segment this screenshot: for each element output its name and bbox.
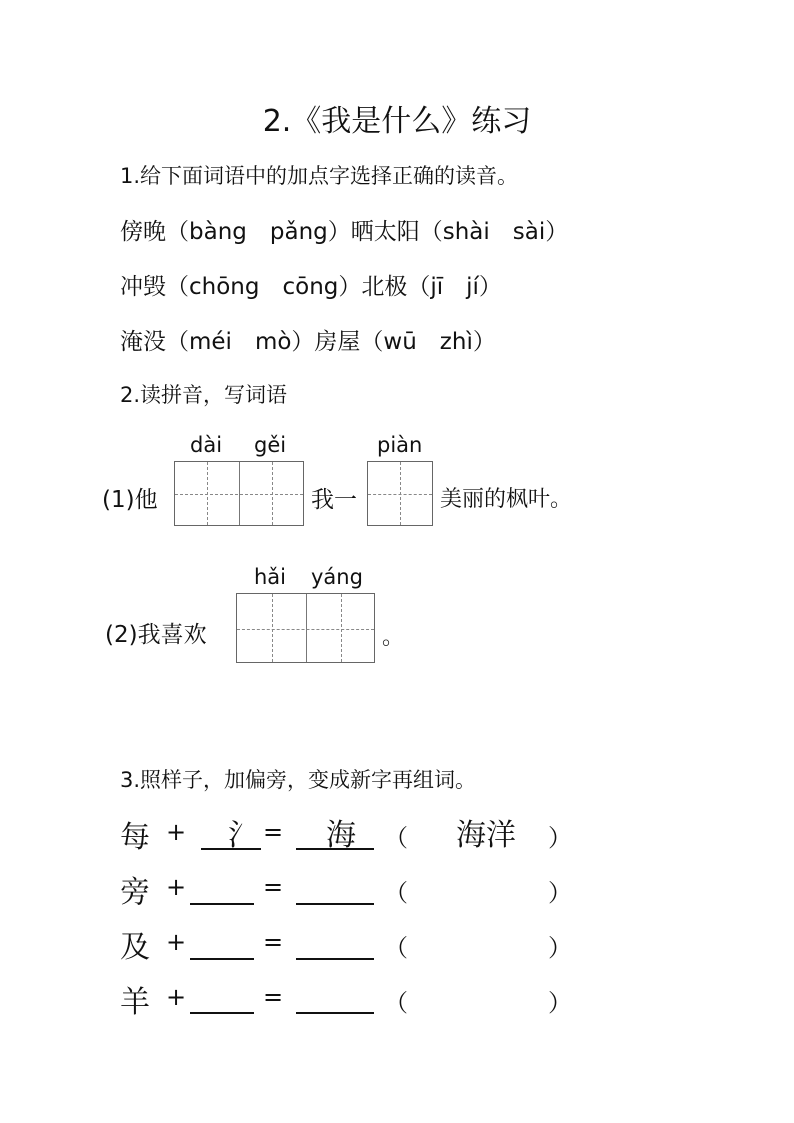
- open-paren-3: （: [384, 934, 408, 962]
- item-1-prefix: (1)他: [102, 487, 158, 513]
- pinyin-yang: yáng: [311, 565, 363, 589]
- new-char-blank-3[interactable]: [296, 958, 374, 960]
- item-2-suffix: 。: [382, 625, 405, 650]
- close-paren-4: ）: [548, 989, 572, 1017]
- equals-sign-4: =: [263, 983, 284, 1011]
- close-paren-3: ）: [548, 934, 572, 962]
- base-char-2: 旁: [120, 875, 150, 910]
- equals-sign-1: =: [263, 818, 284, 846]
- plus-sign-1: +: [166, 818, 187, 846]
- plus-sign-4: +: [166, 983, 187, 1011]
- radical-blank-1[interactable]: [201, 848, 261, 850]
- question-1-heading: 1.给下面词语中的加点字选择正确的读音。: [120, 164, 519, 188]
- new-char-blank-1[interactable]: [296, 848, 374, 850]
- write-grid-pian[interactable]: [367, 461, 433, 526]
- write-grid-haiyang[interactable]: [236, 593, 375, 663]
- q1-row-1: 傍晚（bàng pǎng）晒太阳（shài sài）: [120, 219, 569, 245]
- radical-1: 氵: [228, 818, 258, 853]
- equals-sign-2: =: [263, 873, 284, 901]
- q1-row-3: 淹没（méi mò）房屋（wū zhì）: [120, 329, 496, 355]
- plus-sign-2: +: [166, 873, 187, 901]
- radical-blank-4[interactable]: [190, 1012, 254, 1014]
- item-1-middle: 我一: [311, 487, 357, 513]
- question-3-heading: 3.照样子，加偏旁，变成新字再组词。: [120, 768, 477, 792]
- new-char-blank-4[interactable]: [296, 1012, 374, 1014]
- close-paren-2: ）: [548, 879, 572, 907]
- pinyin-hai: hǎi: [254, 565, 287, 589]
- pinyin-pian: piàn: [377, 433, 423, 457]
- equals-sign-3: =: [263, 928, 284, 956]
- worksheet-title: 2.《我是什么》练习: [262, 104, 532, 139]
- base-char-3: 及: [120, 930, 150, 965]
- radical-blank-2[interactable]: [190, 903, 254, 905]
- open-paren-1: （: [384, 824, 408, 852]
- item-2-prefix: (2)我喜欢: [105, 622, 207, 648]
- pinyin-dai: dài: [190, 433, 223, 457]
- new-char-1: 海: [326, 818, 356, 853]
- plus-sign-3: +: [166, 928, 187, 956]
- write-grid-daigei[interactable]: [174, 461, 304, 526]
- close-paren-1: ）: [548, 824, 572, 852]
- base-char-4: 羊: [120, 985, 150, 1020]
- open-paren-4: （: [384, 989, 408, 1017]
- new-char-blank-2[interactable]: [296, 903, 374, 905]
- open-paren-2: （: [384, 879, 408, 907]
- q1-row-2: 冲毁（chōng cōng）北极（jī jí）: [120, 274, 502, 300]
- question-2-heading: 2.读拼音，写词语: [120, 383, 288, 407]
- pinyin-gei: gěi: [254, 433, 287, 457]
- word-1: 海洋: [456, 818, 516, 853]
- item-1-suffix: 美丽的枫叶。: [440, 487, 573, 512]
- radical-blank-3[interactable]: [190, 958, 254, 960]
- base-char-1: 每: [120, 820, 150, 855]
